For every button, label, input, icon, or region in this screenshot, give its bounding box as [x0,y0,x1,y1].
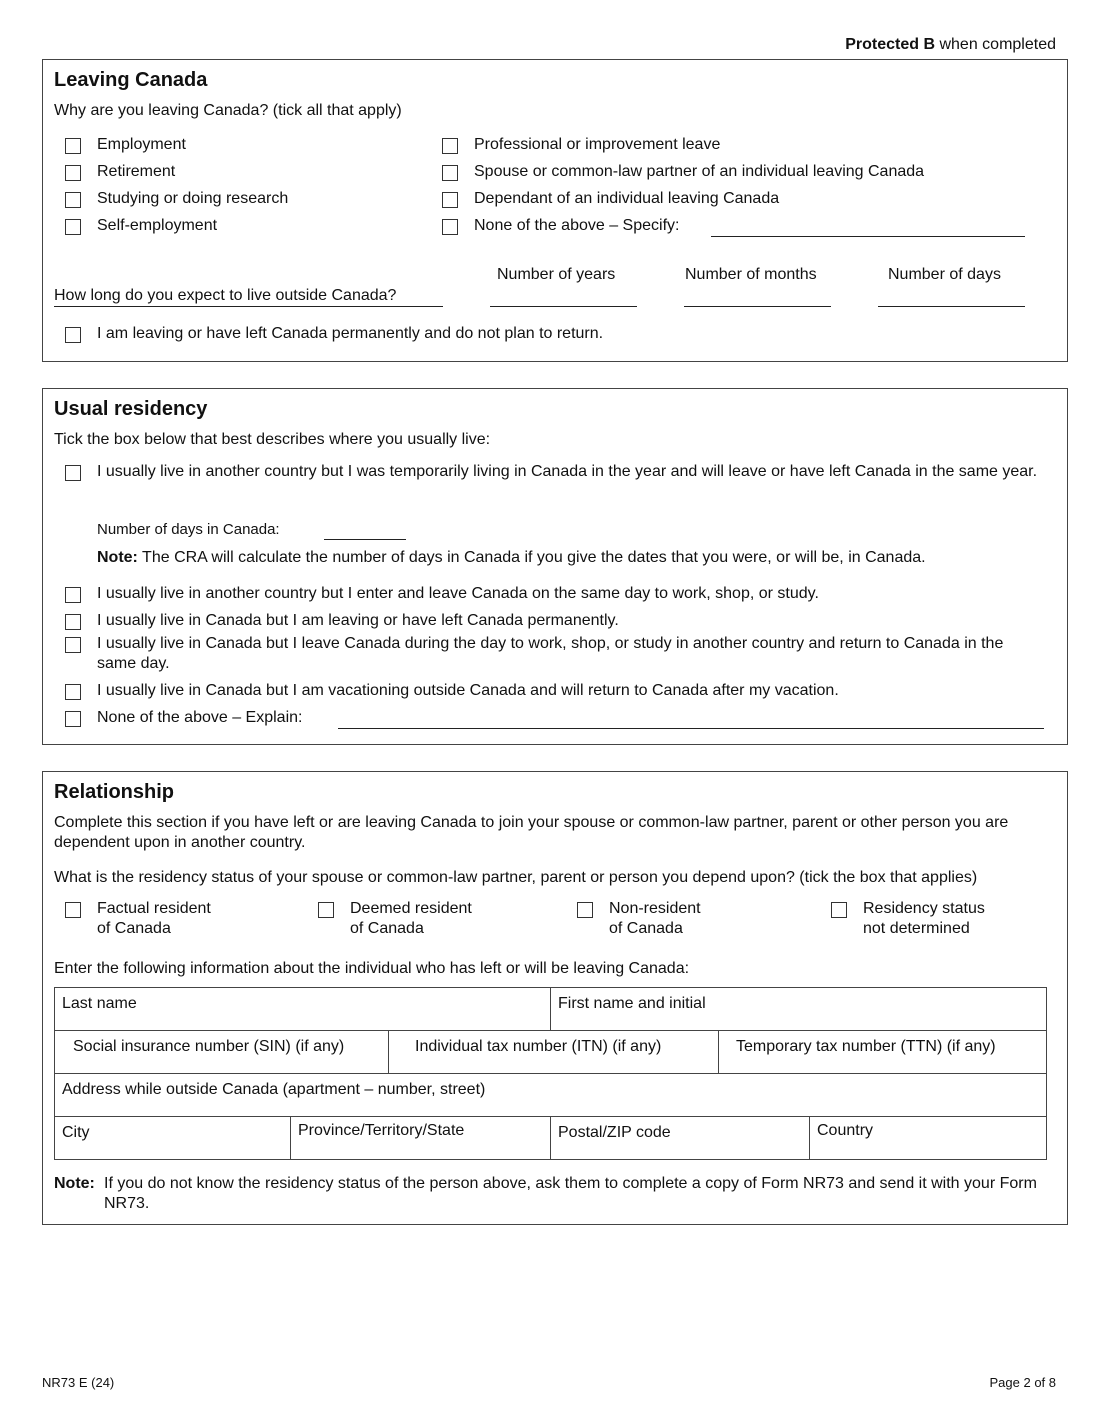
months-input[interactable] [684,306,831,307]
ttn-label: Temporary tax number (TTN) (if any) [736,1038,996,1055]
checkbox-retirement[interactable] [65,165,81,181]
checkbox-leaving-permanently-residency[interactable] [65,614,81,630]
section-title: Relationship [54,781,175,803]
checkbox-none-explain[interactable] [65,711,81,727]
form-id: NR73 E (24) [42,1375,115,1390]
postal-label: Postal/ZIP code [558,1124,671,1141]
residency-instruction: Tick the box below that best describes where you usually live: [54,431,491,448]
first-name-field[interactable] [550,987,1047,1031]
checkbox-professional-leave[interactable] [442,138,458,154]
section-title: Usual residency [54,398,208,420]
option-label: None of the above – Specify: [474,217,680,234]
checkbox-factual-resident[interactable] [65,902,81,918]
status-label: Deemed resident of Canada [350,900,472,937]
checkbox-commute-abroad[interactable] [65,637,81,653]
protected-b-label: Protected B when completed [845,36,1056,53]
days-in-canada-label: Number of days in Canada: [97,521,280,538]
sin-field[interactable] [54,1030,389,1074]
checkbox-employment[interactable] [65,138,81,154]
duration-question-underline [54,306,443,307]
country-label: Country [817,1122,874,1139]
checkbox-self-employment[interactable] [65,219,81,235]
specify-input[interactable] [711,236,1025,237]
option-label: Spouse or common-law partner of an individual leaving Canada [474,163,925,180]
checkbox-temporarily-in-canada[interactable] [65,465,81,481]
relationship-section [42,771,1068,1225]
years-input[interactable] [490,306,637,307]
leaving-question: Why are you leaving Canada? (tick all that apply) [54,102,402,119]
option-label: I usually live in another country but I enter and leave Canada on the same day to work, shop, or study. [97,585,819,602]
section-title: Leaving Canada [54,69,208,91]
relationship-note: If you do not know the residency status of the person above, ask them to complete a copy of Form NR73 and send it with your Form NR73. [104,1175,1037,1212]
last-name-field[interactable] [54,987,551,1031]
country-field[interactable] [809,1116,1047,1160]
checkbox-deemed-resident[interactable] [318,902,334,918]
option-label: Studying or doing research [97,190,289,207]
checkbox-cross-border-same-day[interactable] [65,587,81,603]
option-label: I usually live in Canada but I leave Canada during the day to work, shop, or study in another country and return to Canada in the same day. [97,635,1004,672]
checkbox-leaving-permanently[interactable] [65,327,81,343]
province-field[interactable] [290,1116,551,1160]
ttn-field[interactable] [718,1030,1047,1074]
last-name-label: Last name [62,995,137,1012]
relationship-intro: Complete this section if you have left or are leaving Canada to join your spouse or common-law partner, parent or other person you are dependent upon in another country. [54,814,1009,851]
address-field[interactable] [54,1073,1047,1117]
address-label: Address while outside Canada (apartment – number, street) [62,1081,486,1098]
option-label: Self-employment [97,217,218,234]
postal-field[interactable] [550,1116,810,1160]
sin-label: Social insurance number (SIN) (if any) [73,1038,345,1055]
checkbox-status-not-determined[interactable] [831,902,847,918]
page-number: Page 2 of 8 [989,1375,1056,1390]
usual-residency-section [42,388,1068,745]
option-label: I usually live in Canada but I am leaving or have left Canada permanently. [97,612,619,629]
relationship-question: What is the residency status of your spouse or common-law partner, parent or person you depend upon? (tick the box that applies) [54,869,978,886]
residency-note: Note: The CRA will calculate the number of days in Canada if you give the dates that you were, or will be, in Canada. [97,549,926,566]
option-label: None of the above – Explain: [97,709,303,726]
checkbox-vacationing[interactable] [65,684,81,700]
checkbox-non-resident[interactable] [577,902,593,918]
option-label: I usually live in Canada but I am vacationing outside Canada and will return to Canada after my vacation. [97,682,839,699]
option-label: Retirement [97,163,176,180]
status-label: Factual resident of Canada [97,900,211,937]
days-label: Number of days [888,266,1001,283]
option-label: I usually live in another country but I was temporarily living in Canada in the year and will leave or have left Canada in the same year. [97,463,1038,480]
days-input[interactable] [878,306,1025,307]
days-in-canada-input[interactable] [324,539,406,540]
years-label: Number of years [497,266,616,283]
status-label: Residency status not determined [863,900,985,937]
checkbox-studying[interactable] [65,192,81,208]
option-label: Professional or improvement leave [474,136,721,153]
checkbox-spouse-leaving[interactable] [442,165,458,181]
province-label: Province/Territory/State [298,1122,465,1139]
status-label: Non-resident of Canada [609,900,701,937]
enter-info-label: Enter the following information about the individual who has left or will be leaving Canada: [54,960,690,977]
explain-input[interactable] [338,728,1044,729]
option-label: Dependant of an individual leaving Canada [474,190,780,207]
itn-label: Individual tax number (ITN) (if any) [415,1038,662,1055]
months-label: Number of months [685,266,817,283]
duration-question: How long do you expect to live outside Canada? [54,287,397,304]
checkbox-none-specify[interactable] [442,219,458,235]
relationship-note-bold: Note: [54,1175,95,1192]
itn-field[interactable] [388,1030,719,1074]
first-name-label: First name and initial [558,995,706,1012]
permanent-label: I am leaving or have left Canada permanently and do not plan to return. [97,325,604,342]
leaving-canada-section [42,59,1068,362]
city-field[interactable] [54,1116,291,1160]
checkbox-dependant-leaving[interactable] [442,192,458,208]
city-label: City [62,1124,90,1141]
option-label: Employment [97,136,186,153]
